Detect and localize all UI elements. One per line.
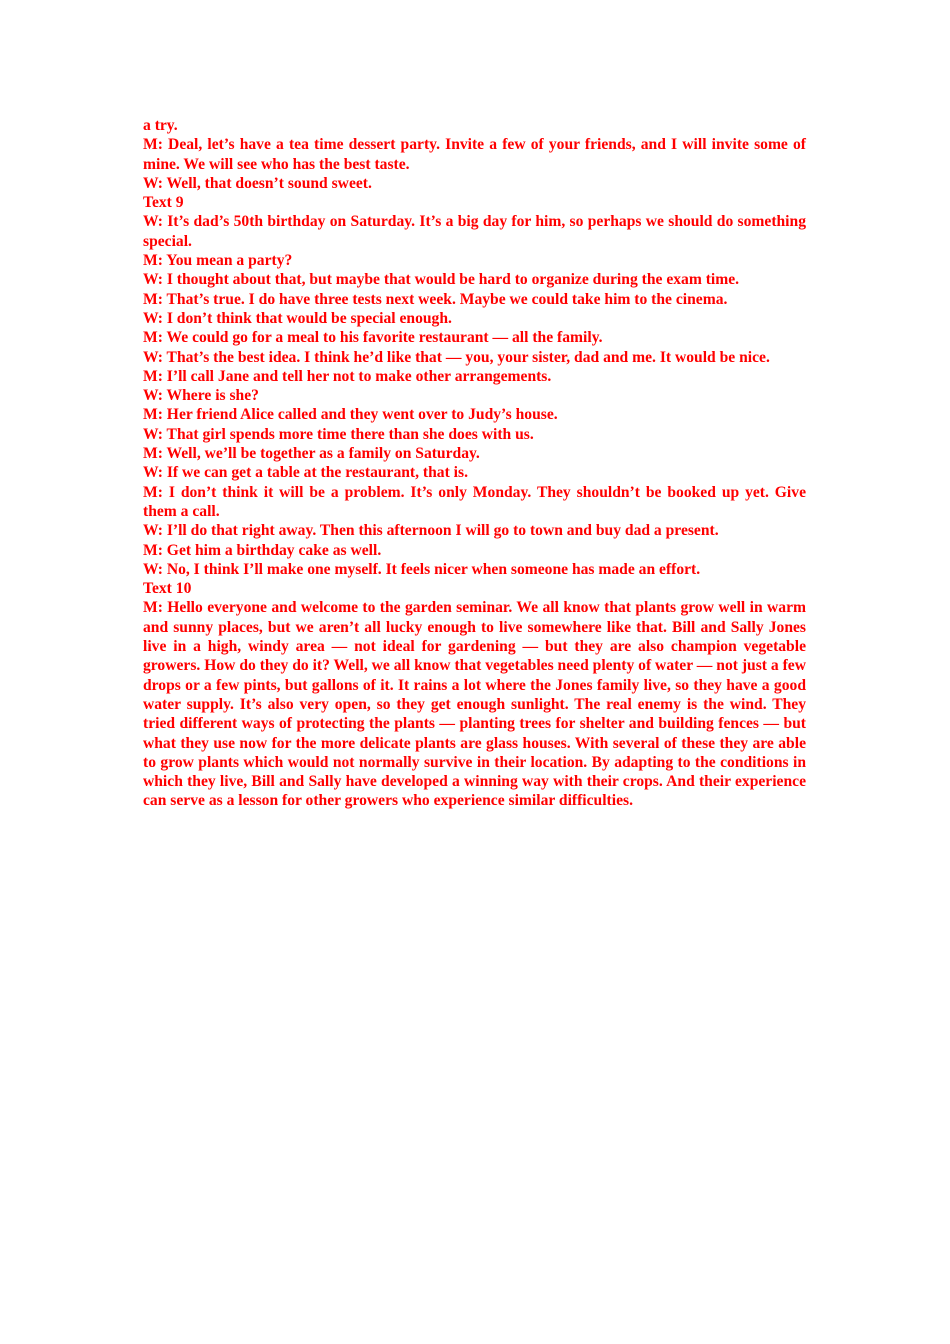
transcript-line: M: We could go for a meal to his favorite restaurant — all the family. [143,329,603,347]
transcript-line: M: You mean a party? [143,252,293,270]
transcript-line: M: Get him a birthday cake as well. [143,541,382,559]
section-heading-text-9: Text 9 [143,194,184,212]
transcript-line: W: That girl spends more time there than she does with us. [143,425,534,443]
transcript-line: M: I’ll call Jane and tell her not to make other arrangements. [143,367,552,385]
transcript-line: M: Deal, let’s have a tea time dessert party. Invite a few of your friends, and I will invite some of mine. We will see who has the best taste. [143,136,806,173]
transcript-line: M: Her friend Alice called and they went over to Judy’s house. [143,406,558,424]
transcript-monologue: M: Hello everyone and welcome to the garden seminar. We all know that plants grow well in warm and sunny places, but we aren’t all lucky enough to live somewhere like that. Bill and Sally Jones live in a high, windy area — not ideal for gardening — but they are also champion vegetable growers. How do they do it? Well, we all know that vegetables need plenty of water — not just a few drops or a few pints, but gallons of it. It rains a lot where the Jones family live, so they have a good water supply. It’s also very open, so they get enough sunlight. The real enemy is the wind. They tried different ways of protecting the plants — planting trees for shelter and building fences — but what they use now for the more delicate plants are glass houses. With several of these they are able to grow plants which would not normally survive in their location. By adapting to the conditions in which they live, Bill and Sally have developed a winning way with their crops. And their experience can serve as a lesson for other growers who experience similar difficulties. [143,599,806,810]
transcript-line: W: Where is she? [143,387,259,405]
transcript-line: a try. [143,117,178,134]
transcript-line: W: Well, that doesn’t sound sweet. [143,174,372,192]
transcript-line: M: That’s true. I do have three tests next week. Maybe we could take him to the cinema. [143,290,728,308]
transcript-line: M: I don’t think it will be a problem. It’s only Monday. They shouldn’t be booked up yet. Give them a call. [143,483,806,520]
section-heading-text-10: Text 10 [143,580,192,598]
transcript-line: M: Well, we’ll be together as a family on Saturday. [143,445,480,463]
transcript-line: W: I thought about that, but maybe that would be hard to organize during the exam time. [143,271,740,289]
transcript-line: W: No, I think I’ll make one myself. It feels nicer when someone has made an effort. [143,560,701,578]
document-page [143,116,806,811]
transcript-line: W: If we can get a table at the restaurant, that is. [143,464,468,482]
transcript-line: W: It’s dad’s 50th birthday on Saturday. It’s a big day for him, so perhaps we should do something special. [143,213,806,250]
transcript-line: W: I’ll do that right away. Then this afternoon I will go to town and buy dad a present. [143,522,719,540]
transcript-line: W: That’s the best idea. I think he’d like that — you, your sister, dad and me. It would be nice. [143,348,770,366]
transcript-line: W: I don’t think that would be special enough. [143,309,452,327]
